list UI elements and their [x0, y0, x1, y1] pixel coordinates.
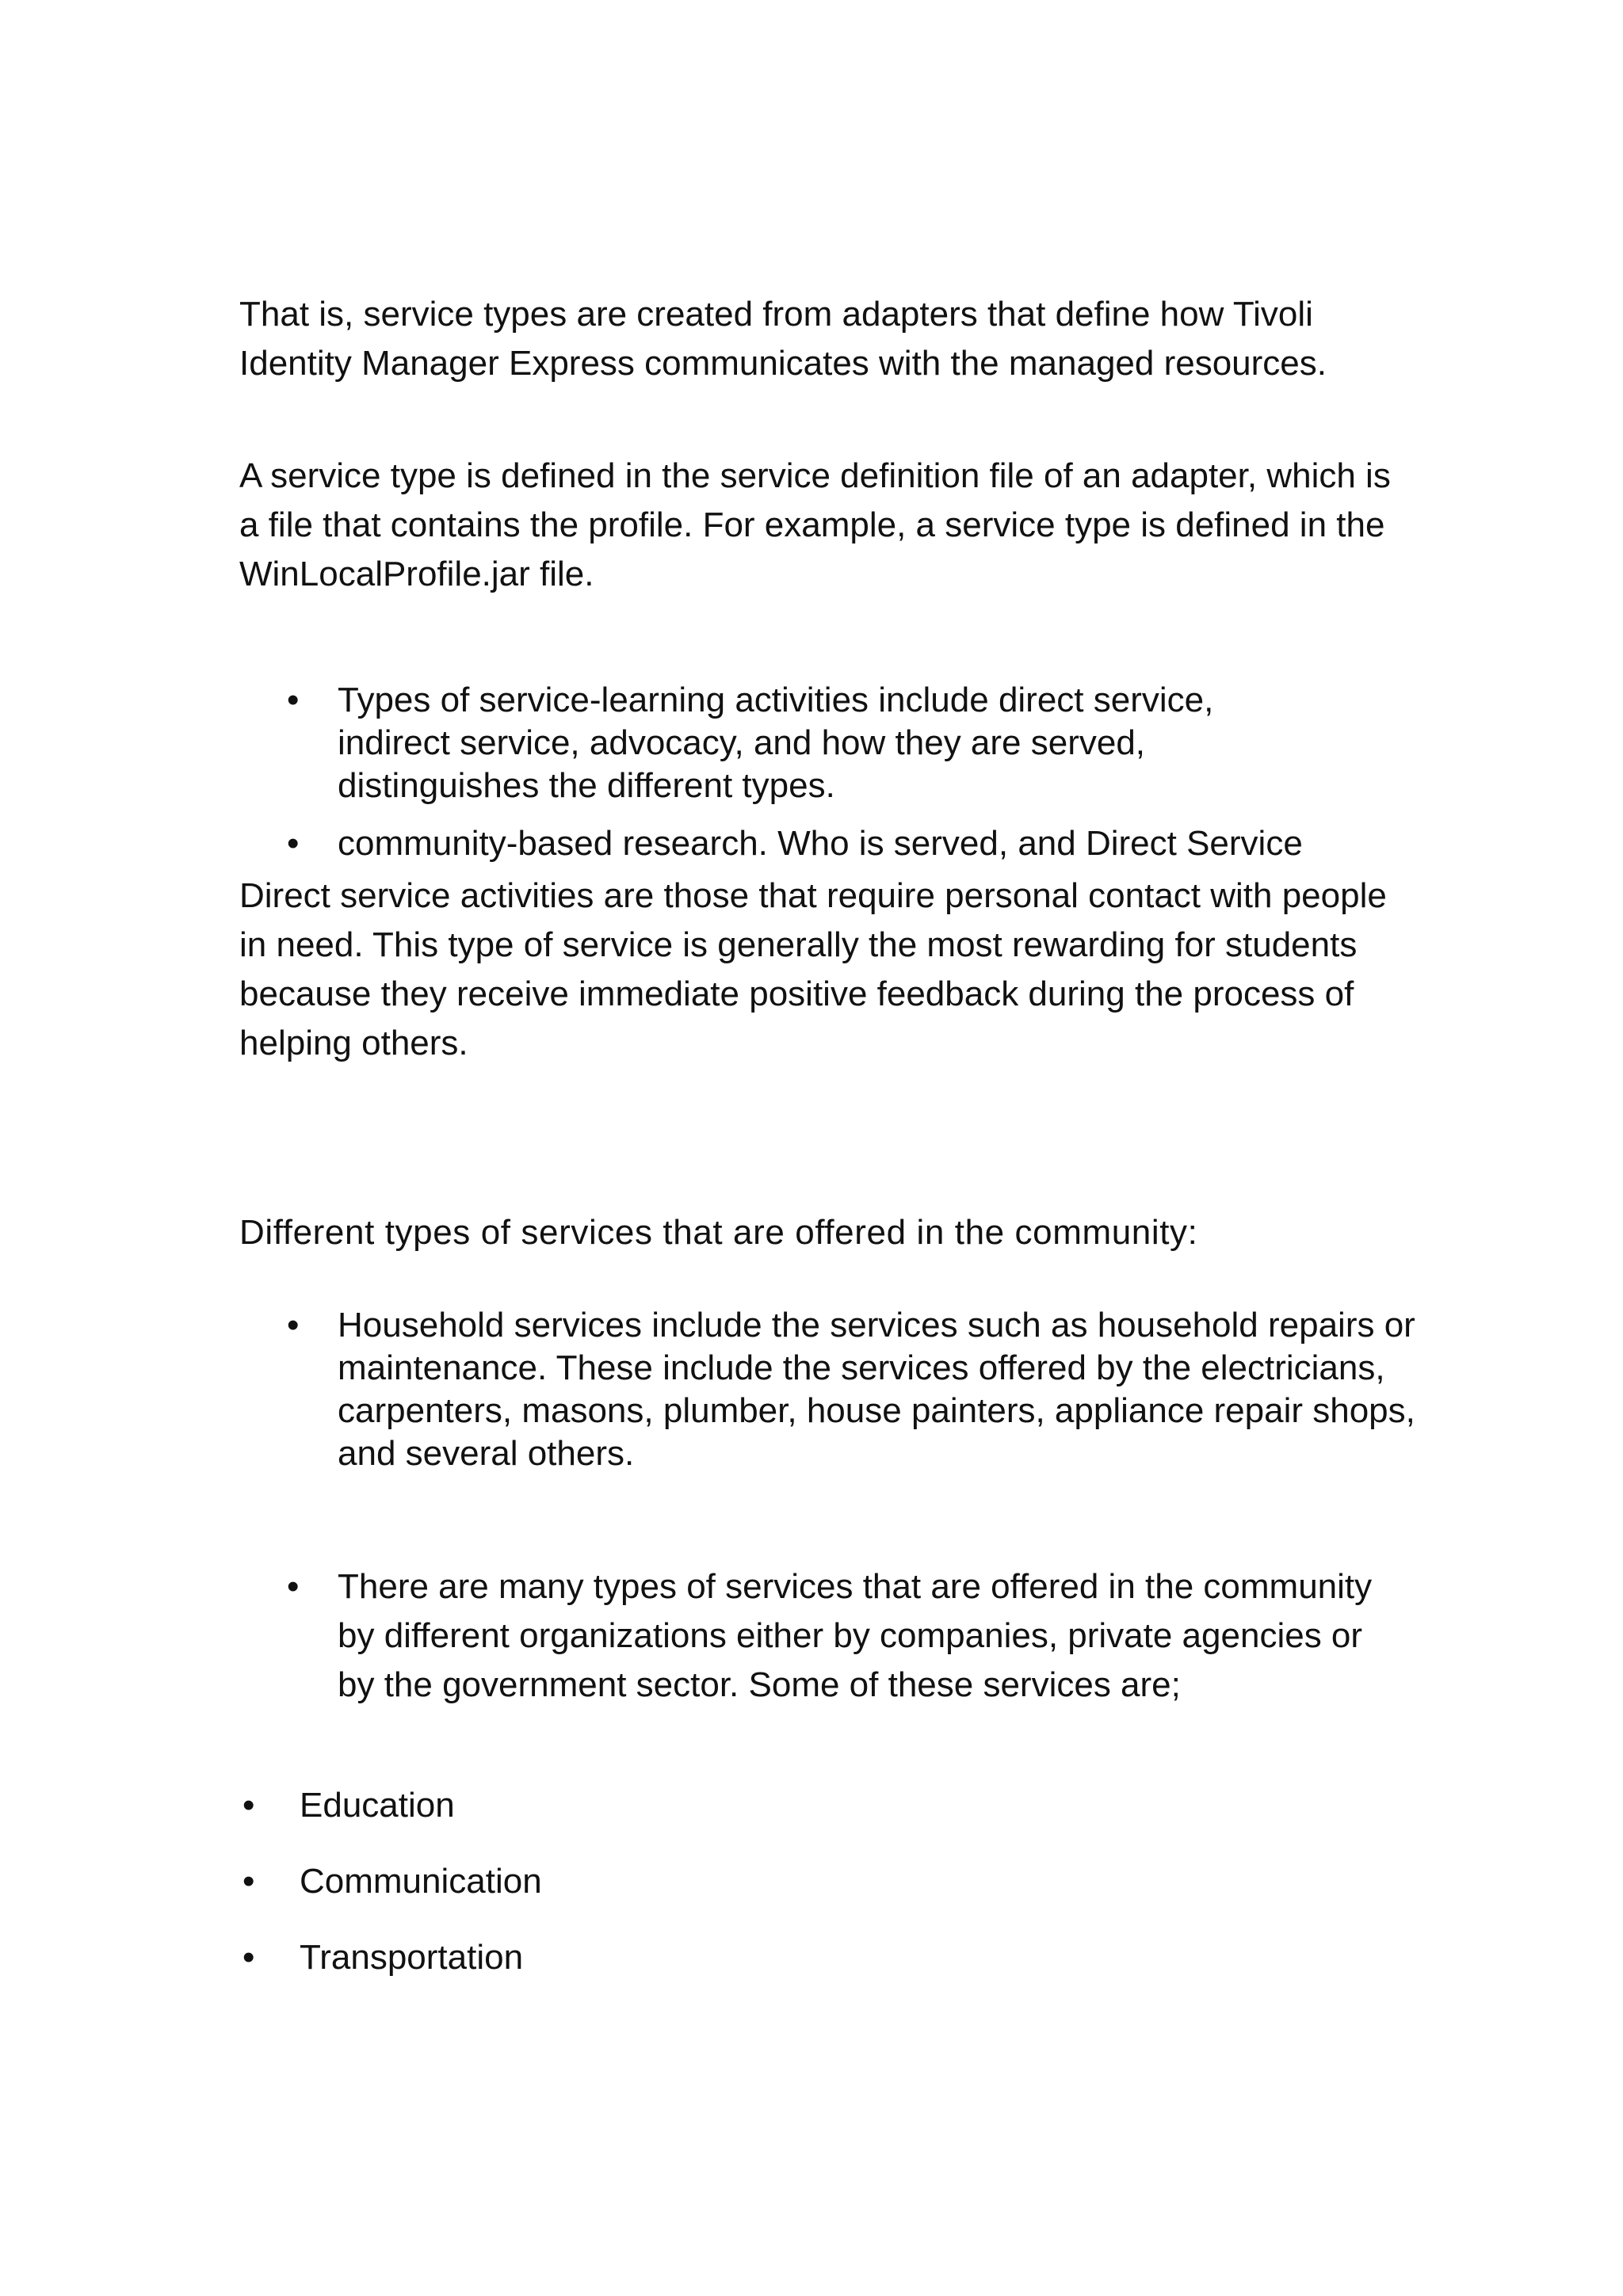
bullet-glyph: • — [287, 824, 300, 863]
bullet-glyph: • — [242, 1862, 255, 1901]
paragraph-service-types-adapters: That is, service types are created from adapters that define how Tivoli Identity Manager Express communicates with the managed resources. — [239, 295, 1327, 383]
list-item-many-service-types — [287, 1562, 1428, 1760]
bullet-glyph: • — [242, 1938, 255, 1977]
list-item-service-learning-types — [287, 679, 1428, 814]
bullet-glyph: • — [242, 1786, 255, 1825]
list-item-transportation — [242, 1936, 797, 1984]
list-item-education — [242, 1784, 797, 1832]
list-item-text: Transportation — [300, 1938, 524, 1977]
list-item-community-based-research — [287, 822, 1428, 870]
list-item-text: Communication — [300, 1862, 542, 1901]
list-item-communication — [242, 1860, 797, 1908]
list-item-household-services — [287, 1304, 1428, 1486]
list-item-text: Education — [300, 1786, 455, 1825]
list-item-text: Types of service-learning activities include direct service, indirect service, advocacy, and how they are served, distinguishes the different types. — [338, 681, 1214, 805]
list-item-text: There are many types of services that are offered in the community by different organizations either by companies, private agencies or by the government sector. Some of these services are; — [338, 1567, 1373, 1704]
list-item-text: community-based research. Who is served, and Direct Service — [338, 824, 1303, 863]
list-item-text: Household services include the services such as household repairs or maintenance. These include the services offered by the electricians, carpenters, masons, plumber, house painters, appliance repair shops, and several others. — [338, 1306, 1415, 1473]
bullet-glyph: • — [287, 1306, 300, 1344]
bullet-glyph: • — [287, 1567, 300, 1606]
paragraph-direct-service: Direct service activities are those that require personal contact with people in need. This type of service is generally the most rewarding for students because they receive immediate positive feedback during the process of helping others. — [239, 876, 1387, 1062]
paragraph-service-definition-file: A service type is defined in the service definition file of an adapter, which is a file that contains the profile. For example, a service type is defined in the WinLocalProfile.jar file. — [239, 456, 1391, 593]
paragraph-community-services-heading: Different types of services that are offered in the community: — [239, 1213, 1198, 1252]
bullet-glyph: • — [287, 681, 300, 719]
